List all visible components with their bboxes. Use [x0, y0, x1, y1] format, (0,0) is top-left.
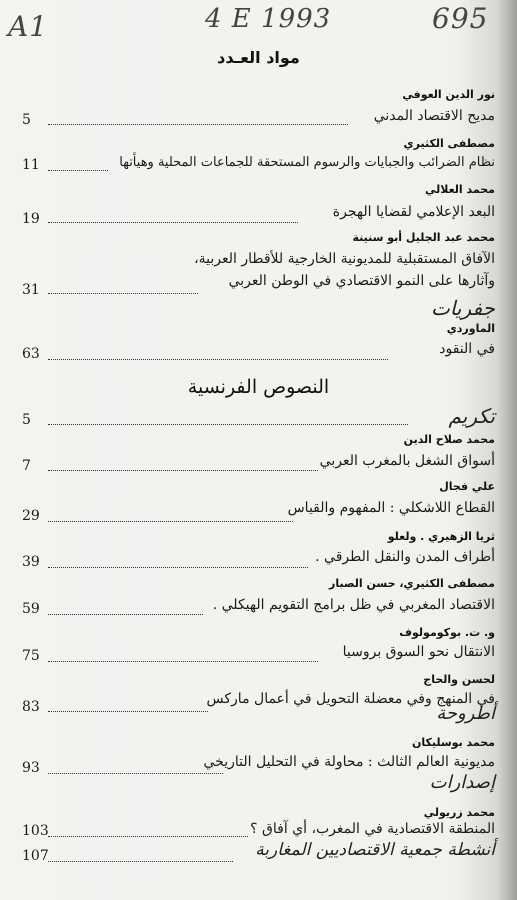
handwritten-number: 695: [432, 2, 489, 35]
page-number: 5: [22, 412, 31, 428]
entry-author: محمد صلاح الدين: [403, 433, 495, 446]
dot-leader: [48, 124, 348, 125]
dot-leader: [48, 614, 203, 615]
dot-leader: [48, 521, 293, 522]
page-number: 39: [22, 554, 40, 570]
entry-author: علي فجال: [439, 480, 495, 493]
page-number: 5: [22, 112, 31, 128]
entry-title: أطراف المدن والنقل الطرقي .: [315, 549, 495, 565]
page-number: 75: [22, 648, 40, 664]
page-number: 93: [22, 760, 40, 776]
entry-author: محمد عبد الجليل أبو سنينة: [352, 231, 495, 244]
entry-title: في المنهج وفي معضلة التحويل في أعمال ماركس: [206, 691, 495, 707]
entry-title: أسواق الشغل بالمغرب العربي: [319, 453, 495, 469]
page-number: 19: [22, 211, 40, 227]
entry-author: مصطفى الكثيري: [403, 137, 495, 150]
page-number: 63: [22, 346, 40, 362]
page-number: 11: [22, 157, 40, 173]
entry-author: مصطفى الكثيري، حسن الصبار: [329, 577, 495, 590]
french-texts-heading: النصوص الفرنسية: [187, 376, 330, 398]
entry-title: وآثارها على النمو الاقتصادي في الوطن العربي: [228, 273, 495, 289]
section-heading: جفريات: [430, 296, 495, 320]
section-heading: أطروحة: [436, 703, 495, 724]
entry-author: و. ت. بوكومولوف: [399, 626, 495, 639]
dot-leader: [48, 836, 248, 837]
handwritten-date: 4 E 1993: [205, 4, 332, 34]
page-number: 103: [22, 823, 49, 839]
handwritten-mark: A1: [8, 10, 49, 43]
dot-leader: [48, 222, 298, 223]
entry-title: نظام الضرائب والجبايات والرسوم المستحقة للجماعات المحلية وهيأتها: [119, 155, 495, 170]
entry-author: لحسن والحاج: [423, 673, 495, 686]
entry-title: القطاع اللاشكلي : المفهوم والقياس: [287, 500, 495, 516]
section-heading: إصدارات: [429, 772, 495, 793]
entry-author: الماوردي: [446, 322, 495, 335]
dot-leader: [48, 359, 388, 360]
entry-title: الاقتصاد المغربي في ظل برامج التقويم الهيكلي .: [212, 597, 495, 613]
section-heading: أنشطة جمعية الاقتصاديين المغاربة: [255, 840, 495, 860]
page-number: 7: [22, 458, 31, 474]
entry-title: في النقود: [439, 341, 495, 357]
section-heading: تكريم: [448, 404, 495, 428]
dot-leader: [48, 470, 318, 471]
dot-leader: [48, 170, 108, 171]
entry-author: ثريا الزهيري . ولعلو: [387, 530, 495, 543]
entry-title: البعد الإعلامي لقضايا الهجرة: [332, 204, 495, 220]
dot-leader: [48, 424, 408, 425]
entry-title: المنطقة الاقتصادية في المغرب، أي آفاق ؟: [250, 821, 495, 837]
entry-title: مديونية العالم الثالث : محاولة في التحليل التاريخي: [203, 754, 495, 770]
entry-author: محمد بوسليكان: [411, 736, 495, 749]
dot-leader: [48, 293, 198, 294]
page-number: 107: [22, 848, 49, 864]
entry-title: مديح الاقتصاد المدني: [373, 108, 495, 124]
dot-leader: [48, 661, 318, 662]
entry-title: الآفاق المستقبلية للمديونية الخارجية للأقطار العربية،: [194, 251, 495, 267]
page-title: مواد العـدد: [217, 48, 300, 67]
entry-title: الانتقال نحو السوق بروسيا: [342, 644, 495, 660]
entry-author: نور الدين العوفي: [402, 88, 495, 101]
page-number: 59: [22, 601, 40, 617]
dot-leader: [48, 861, 233, 862]
page-number: 83: [22, 699, 40, 715]
dot-leader: [48, 711, 208, 712]
entry-author: محمد زريولي: [423, 806, 495, 819]
page-number: 31: [22, 282, 40, 298]
entry-author: محمد العلالي: [424, 183, 495, 196]
dot-leader: [48, 773, 223, 774]
page-number: 29: [22, 508, 40, 524]
dot-leader: [48, 567, 308, 568]
